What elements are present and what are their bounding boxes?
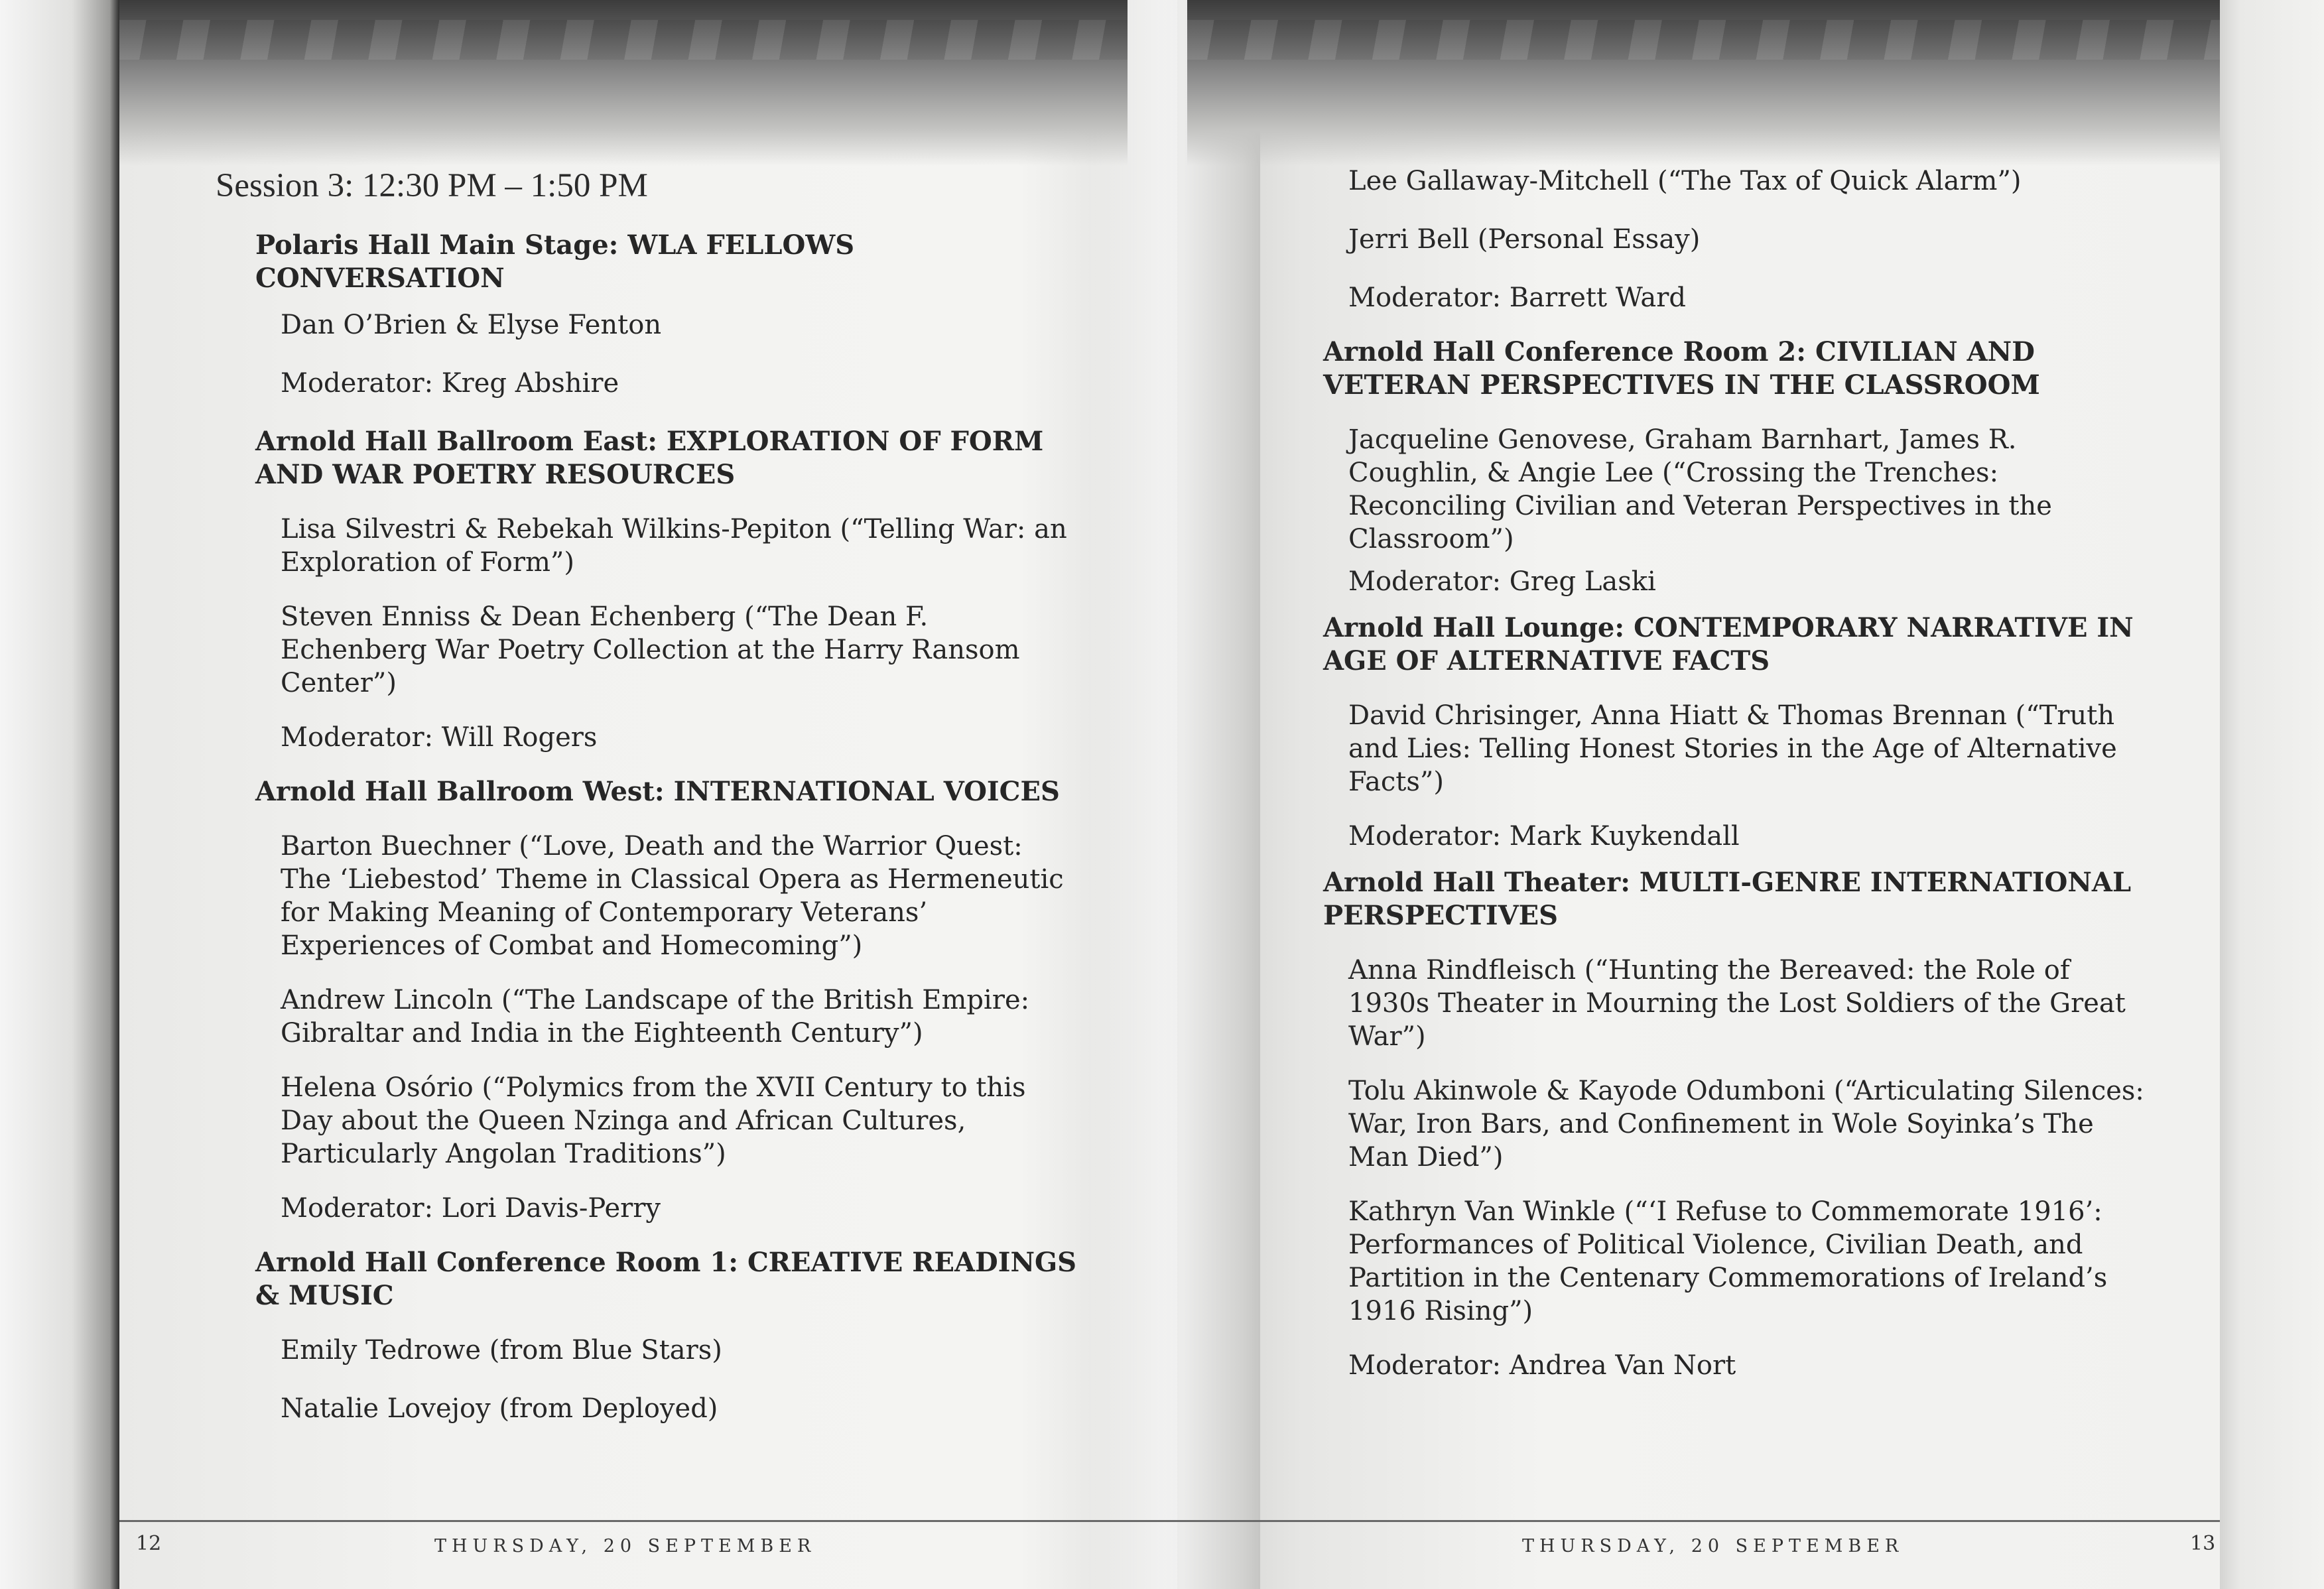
room-heading: Polaris Hall Main Stage: WLA FELLOWS CONVERSATION [255, 229, 855, 294]
moderator-entry: Moderator: Kreg Abshire [281, 368, 619, 399]
room-heading: Arnold Hall Conference Room 2: CIVILIAN AND VETERAN PERSPECTIVES IN THE CLASSROOM [1323, 336, 2040, 401]
running-footer-left: THURSDAY, 20 SEPTEMBER [434, 1536, 816, 1557]
moderator-entry: Moderator: Mark Kuykendall [1348, 821, 1740, 852]
presenter-entry: Anna Rindfleisch (“Hunting the Bereaved: the Role of 1930s Theater in Mourning the Lost Soldiers of the Great War”) [1348, 955, 2126, 1052]
footer-rule-right [1181, 1520, 2220, 1522]
page-number-left: 12 [136, 1532, 162, 1555]
moderator-entry: Moderator: Barrett Ward [1348, 283, 1686, 313]
moderator-entry: Moderator: Andrea Van Nort [1348, 1350, 1736, 1381]
header-banner-left [119, 0, 1128, 166]
presenter-entry: Lee Gallaway-Mitchell (“The Tax of Quick Alarm”) [1348, 166, 2022, 196]
presenter-entry: Emily Tedrowe (from Blue Stars) [281, 1335, 722, 1366]
moderator-entry: Moderator: Greg Laski [1348, 566, 1656, 597]
presenter-entry: Steven Enniss & Dean Echenberg (“The Dean F. Echenberg War Poetry Collection at the Harry Ransom Center”) [281, 602, 1020, 698]
scan-edge-left [0, 0, 119, 1589]
presenter-entry: Dan O’Brien & Elyse Fenton [281, 310, 662, 340]
presenter-entry: Lisa Silvestri & Rebekah Wilkins-Pepiton (“Telling War: an Exploration of Form”) [281, 514, 1067, 578]
room-heading: Arnold Hall Lounge: CONTEMPORARY NARRATIVE IN AGE OF ALTERNATIVE FACTS [1323, 612, 2134, 676]
footer-rule-left [119, 1520, 1181, 1522]
left-page-schedule [255, 229, 1078, 1425]
moderator-entry: Moderator: Lori Davis-Perry [281, 1193, 661, 1224]
presenter-entry: Jerri Bell (Personal Essay) [1348, 224, 1701, 255]
room-heading: Arnold Hall Theater: MULTI-GENRE INTERNATIONAL PERSPECTIVES [1323, 867, 2132, 931]
page-number-right: 13 [2190, 1532, 2216, 1555]
moderator-entry: Moderator: Will Rogers [281, 722, 598, 753]
presenter-entry: Jacqueline Genovese, Graham Barnhart, James R. Coughlin, & Angie Lee (“Crossing the Trenches: Reconciling Civilian and Veteran Perspectives in the Classroom”) [1348, 424, 2052, 554]
presenter-entry: Helena Osório (“Polymics from the XVII Century to this Day about the Queen Nzinga and African Cultures, Particularly Angolan Traditions”) [281, 1072, 1026, 1169]
presenter-entry: Tolu Akinwole & Kayode Odumboni (“Articulating Silences: War, Iron Bars, and Confinement in Wole Soyinka’s The Man Died”) [1348, 1076, 2144, 1173]
presenter-entry: Barton Buechner (“Love, Death and the Warrior Quest: The ‘Liebestod’ Theme in Classical Opera as Hermeneutic for Making Meaning of Contemporary Veterans’ Experiences of Combat and Homecoming”) [281, 831, 1064, 961]
presenter-entry: David Chrisinger, Anna Hiatt & Thomas Brennan (“Truth and Lies: Telling Honest Stories in the Age of Alternative Facts”) [1348, 700, 2117, 797]
book-gutter [1088, 0, 1260, 1589]
presenter-entry: Andrew Lincoln (“The Landscape of the British Empire: Gibraltar and India in the Eighteenth Century”) [281, 985, 1030, 1049]
room-heading: Arnold Hall Ballroom East: EXPLORATION OF FORM AND WAR POETRY RESOURCES [255, 426, 1044, 490]
room-heading: Arnold Hall Ballroom West: INTERNATIONAL VOICES [255, 776, 1060, 807]
presenter-entry: Kathryn Van Winkle (“‘I Refuse to Commemorate 1916’: Performances of Political Violence, Civilian Death, and Partition in the Centenary Commemorations of Ireland’s 1916 Rising”) [1348, 1196, 2108, 1326]
header-banner-right [1187, 0, 2220, 166]
session-title: Session 3: 12:30 PM – 1:50 PM [216, 167, 648, 204]
scan-edge-right [2220, 0, 2324, 1589]
right-page-schedule [1323, 164, 2152, 1382]
running-footer-right: THURSDAY, 20 SEPTEMBER [1522, 1536, 1904, 1557]
room-heading: Arnold Hall Conference Room 1: CREATIVE READINGS & MUSIC [255, 1247, 1077, 1311]
presenter-entry: Natalie Lovejoy (from Deployed) [281, 1393, 718, 1424]
